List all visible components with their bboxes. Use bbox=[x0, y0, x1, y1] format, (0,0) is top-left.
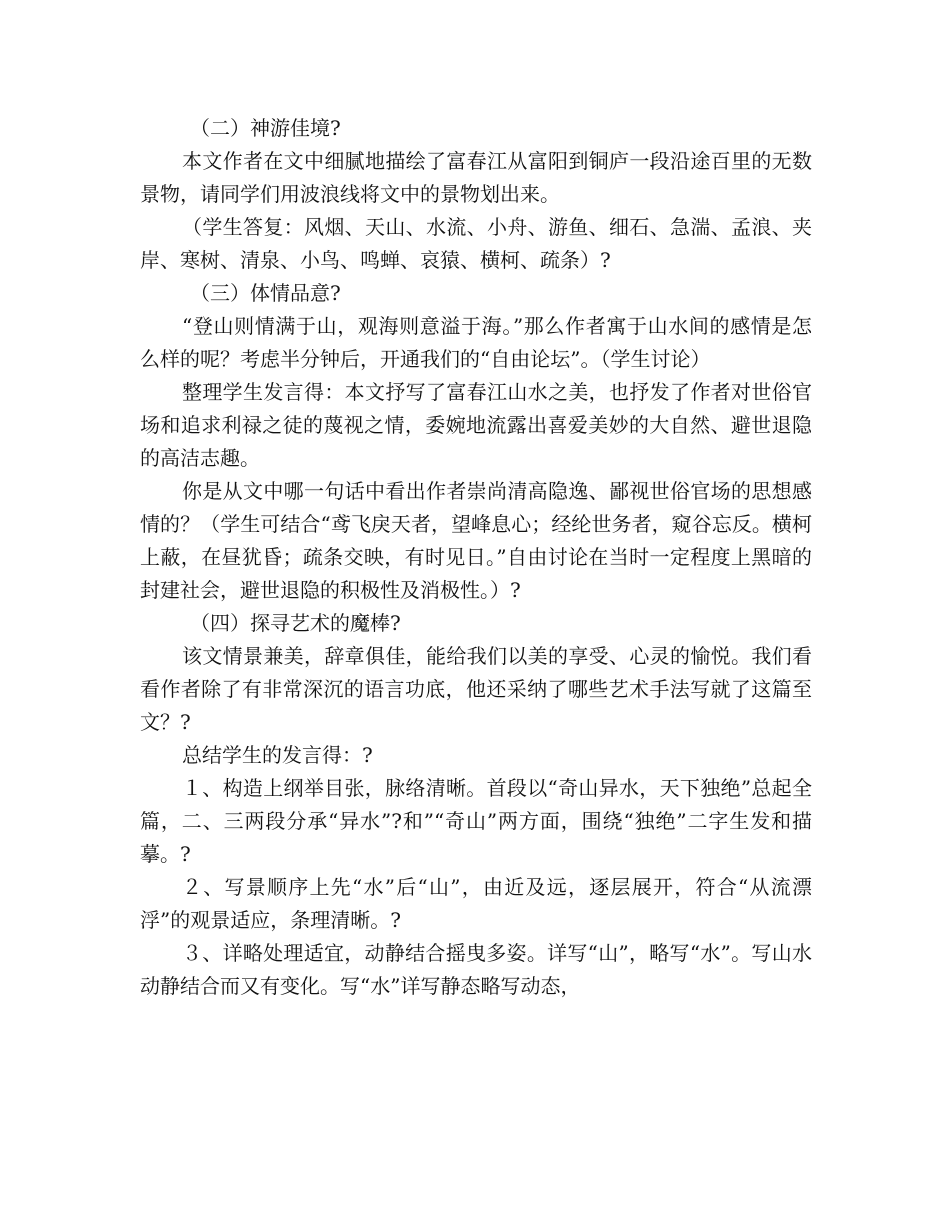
paragraph-discussion-question: 你是从文中哪一句话中看出作者崇尚清高隐逸、鄙视世俗官场的思想感情的？（学生可结合“鸢飞戾天者，望峰息心；经纶世务者，窥谷忘反。横柯上蔽，在昼犹昏；疏条交映，有时见日。”自由讨论在当时一定程度上黑暗的封建社会，避世退隐的积极性及消极性。）? bbox=[140, 479, 812, 602]
paragraph-summary-1: 整理学生发言得：本文抒写了富春江山水之美，也抒发了作者对世俗官场和追求利禄之徒的蔑视之情，委婉地流露出喜爱美妙的大自然、避世退隐的高洁志趣。 bbox=[140, 380, 812, 470]
paragraph-scenery-intro: 本文作者在文中细腻地描绘了富春江从富阳到铜庐一段沿途百里的无数景物，请同学们用波浪线将文中的景物划出来。 bbox=[140, 149, 812, 206]
list-item-2: ２、写景顺序上先“水”后“山”，由近及远，逐层展开，符合“从流漂浮”的观景适应，条理清晰。? bbox=[140, 875, 812, 932]
paragraph-quote-question: “登山则情满于山，观海则意溢于海。”那么作者寓于山水间的感情是怎么样的呢？考虑半分钟后，开通我们的“自由论坛”。（学生讨论） bbox=[140, 314, 812, 371]
paragraph-student-answer: （学生答复：风烟、天山、水流、小舟、游鱼、细石、急湍、孟浪、夹岸、寒树、清泉、小鸟、鸣蝉、哀猿、横柯、疏条）? bbox=[140, 215, 812, 272]
paragraph-summary-2: 总结学生的发言得：? bbox=[182, 743, 373, 767]
document-page bbox=[140, 112, 812, 1003]
section-heading-2: （二）神游佳境? bbox=[190, 116, 341, 140]
section-heading-3: （三）体情品意? bbox=[190, 281, 341, 305]
list-item-1: １、构造上纲举目张，脉络清晰。首段以“奇山异水，天下独绝”总起全篇，二、三两段分承“异水”?和”“奇山”两方面，围绕“独绝”二字生发和描摹。? bbox=[140, 776, 812, 866]
paragraph-art-intro: 该文情景兼美，辞章俱佳，能给我们以美的享受、心灵的愉悦。我们看看作者除了有非常深沉的语言功底，他还采纳了哪些艺术手法写就了这篇至文？? bbox=[140, 644, 812, 734]
list-item-3: ３、详略处理适宜，动静结合摇曳多姿。详写“山”，略写“水”。写山水动静结合而又有变化。写“水”详写静态略写动态， bbox=[140, 941, 812, 998]
section-heading-4: （四）探寻艺术的魔棒? bbox=[190, 611, 401, 635]
